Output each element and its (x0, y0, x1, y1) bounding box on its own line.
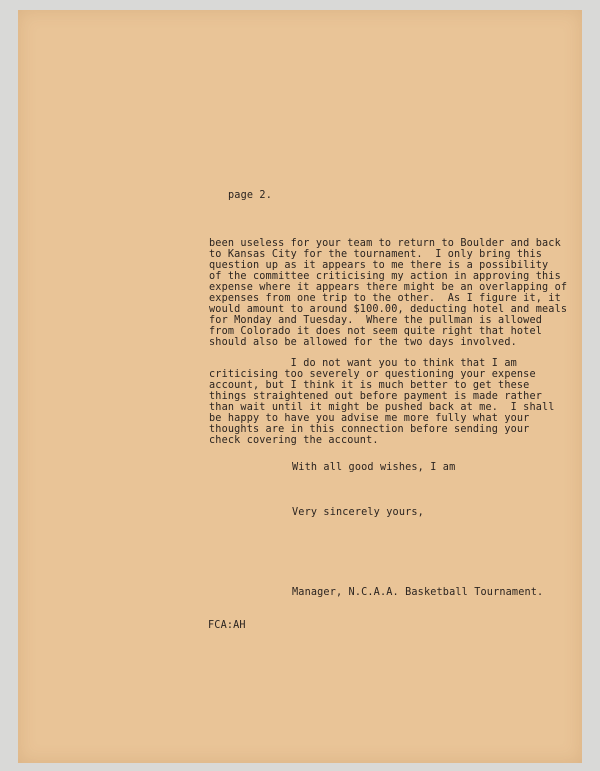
signature-title: Manager, N.C.A.A. Basketball Tournament. (292, 587, 544, 598)
paragraph-1-line: should also be allowed for the two days involved. (209, 337, 517, 348)
paragraph-1-line: question up as it appears to me there is a possibility (209, 260, 549, 271)
paragraph-2-line: I do not want you to think that I am (209, 358, 517, 369)
paragraph-1-line: to Kansas City for the tournament. I only bring this (209, 249, 543, 260)
paragraph-2-line: thoughts are in this connection before sending your (209, 424, 530, 435)
paragraph-2-line: be happy to have you advise me more fully what your (209, 413, 530, 424)
valediction: Very sincerely yours, (292, 507, 424, 518)
paragraph-1-line: been useless for your team to return to Boulder and back (209, 238, 561, 249)
closing-wishes: With all good wishes, I am (292, 462, 456, 473)
paragraph-2-line: things straightened out before payment is made rather (209, 391, 543, 402)
paragraph-1-line: of the committee criticising my action in approving this (209, 271, 561, 282)
paragraph-1-line: from Colorado it does not seem quite right that hotel (209, 326, 543, 337)
paragraph-2-line: criticising too severely or questioning your expense (209, 369, 536, 380)
paragraph-2-line: check covering the account. (209, 435, 379, 446)
paragraph-1-line: expense where it appears there might be an overlapping of (209, 282, 568, 293)
paragraph-1-line: would amount to around $100.00, deducting hotel and meals (209, 304, 568, 315)
typist-initials: FCA:AH (208, 620, 246, 631)
paragraph-1-line: expenses from one trip to the other. As I figure it, it (209, 293, 561, 304)
paragraph-2-line: than wait until it might be pushed back at me. I shall (209, 402, 555, 413)
paragraph-2-line: account, but I think it is much better to get these (209, 380, 530, 391)
letter-page (18, 10, 582, 763)
page-label: page 2. (228, 190, 272, 201)
paragraph-1-line: for Monday and Tuesday. Where the pullman is allowed (209, 315, 543, 326)
